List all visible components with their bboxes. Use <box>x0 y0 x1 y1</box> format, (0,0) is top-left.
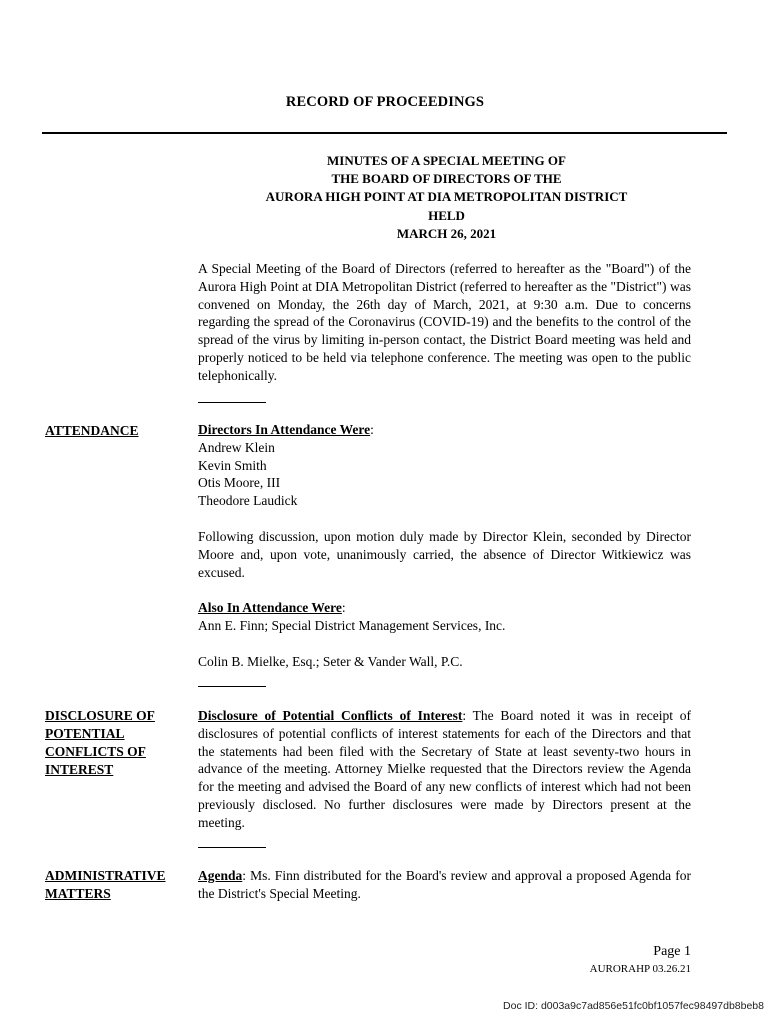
directors-heading-colon: : <box>370 422 374 437</box>
label-line: INTEREST <box>45 762 114 777</box>
director-name: Andrew Klein <box>198 439 275 455</box>
attendee-entry: Colin B. Mielke, Esq.; Seter & Vander Wall, P.C. <box>198 653 463 669</box>
also-attendance-heading: Also In Attendance Were <box>198 600 342 615</box>
absence-motion-paragraph: Following discussion, upon motion duly made by Director Klein, seconded by Director Moore and, upon vote, unanimously carried, the absence of Director Witkiewicz was excused. <box>198 529 691 580</box>
label-line: MATTERS <box>45 886 111 901</box>
section-divider <box>198 686 266 687</box>
label-line: POTENTIAL <box>45 726 125 741</box>
heading-line: HELD <box>428 207 465 223</box>
heading-line: MARCH 26, 2021 <box>396 225 497 241</box>
agenda-heading: Agenda <box>198 868 243 883</box>
disclosure-text: : The Board noted it was in receipt of disclosures of potential conflicts of interest statements for each of the Directors and that the statements had been filed with the Secretary of State at least seventy-two hours in advance of the meeting. Attorney Mielke requested that the Directors review the Agenda for the meeting and advised the Board of any new conflicts of interest which had not been previously disclosed. No further disclosures were made by Directors present at the meeting. <box>198 708 691 830</box>
also-attendance-list <box>198 599 691 670</box>
page-number: Page 1 <box>653 944 691 959</box>
attendee-entry: Ann E. Finn; Special District Management Services, Inc. <box>198 617 506 633</box>
label-line: CONFLICTS OF <box>45 744 146 759</box>
heading-line: AURORA HIGH POINT AT DIA METROPOLITAN DISTRICT <box>265 189 628 205</box>
directors-list <box>198 421 691 510</box>
document-code: AURORAHP 03.26.21 <box>589 963 691 975</box>
section-divider <box>198 847 266 848</box>
section-divider <box>198 402 266 403</box>
director-name: Theodore Laudick <box>198 493 298 509</box>
intro-paragraph: A Special Meeting of the Board of Directors (referred to hereafter as the "Board") of the Aurora High Point at DIA Metropolitan District (referred to hereafter as the "District") was convened on Monday, the 26th day of March, 2021, at 9:30 a.m. Due to concerns regarding the spread of the Coronavirus (COVID-19) and the benefits to the control of the spread of the virus by limiting in-person contact, the District Board meeting was held and properly noticed to be held via telephone conference. The meeting was open to the public telephonically. <box>198 261 691 383</box>
label-line: ADMINISTRATIVE <box>45 868 166 883</box>
doc-id: Doc ID: d003a9c7ad856e51fc0bf1057fec98497db8beb8 <box>503 1000 764 1012</box>
heading-line: THE BOARD OF DIRECTORS OF THE <box>331 171 562 187</box>
also-heading-colon: : <box>341 600 346 615</box>
document-title: RECORD OF PROCEEDINGS <box>285 94 485 110</box>
title-rule <box>42 132 727 134</box>
disclosure-label <box>45 707 190 779</box>
agenda-paragraph <box>198 867 691 903</box>
heading-line: MINUTES OF A SPECIAL MEETING OF <box>327 153 566 168</box>
label-line: DISCLOSURE OF <box>45 708 155 723</box>
attendance-label: ATTENDANCE <box>45 423 139 438</box>
directors-heading: Directors In Attendance Were <box>198 422 371 437</box>
director-name: Otis Moore, III <box>198 475 281 491</box>
agenda-text: : Ms. Finn distributed for the Board's review and approval a proposed Agenda for the District's Special Meeting. <box>198 868 691 901</box>
meeting-heading <box>0 152 770 243</box>
disclosure-heading: Disclosure of Potential Conflicts of Interest <box>198 708 463 723</box>
disclosure-paragraph <box>198 707 691 832</box>
administrative-label <box>45 867 190 903</box>
director-name: Kevin Smith <box>198 457 267 473</box>
